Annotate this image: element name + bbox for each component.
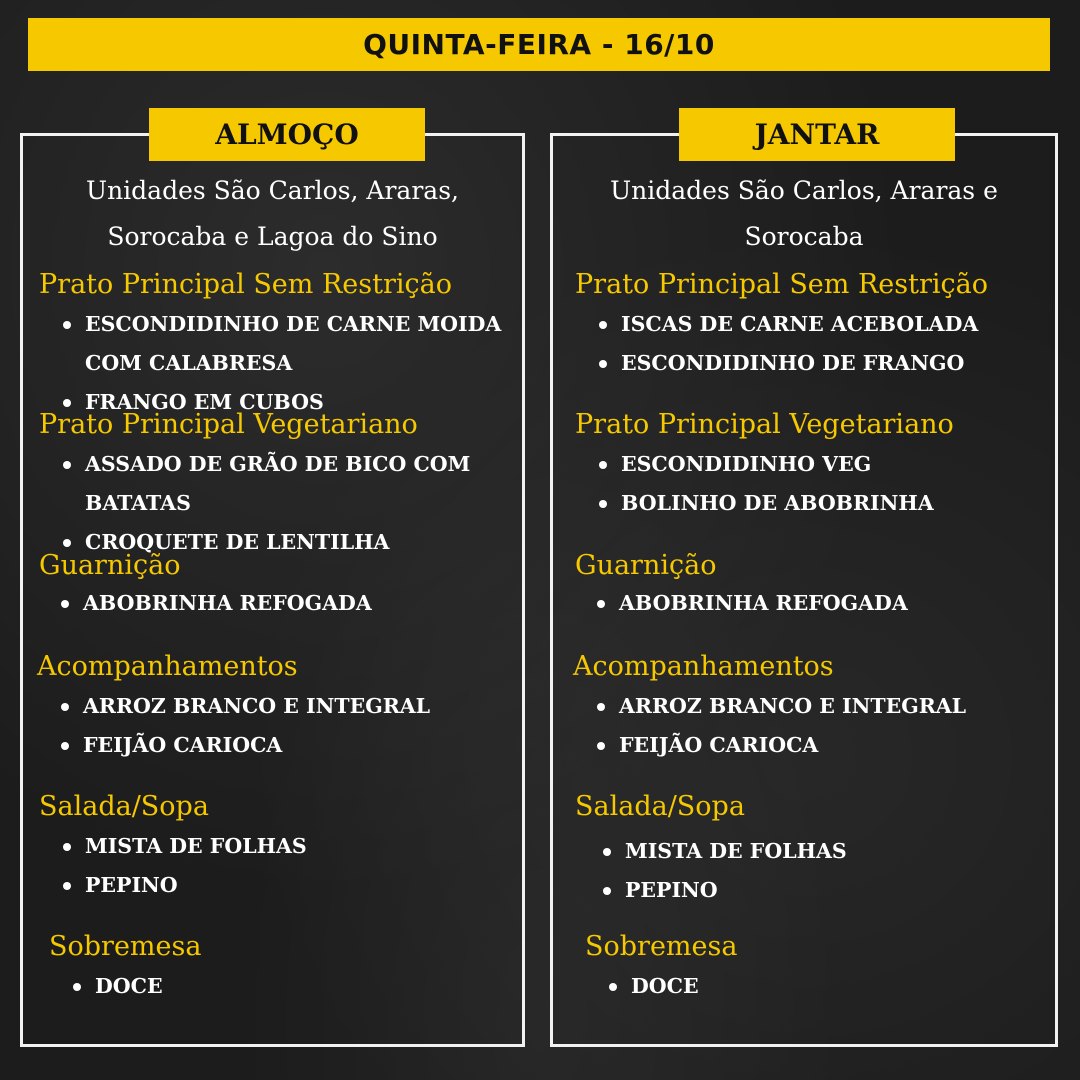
lunch-veg-title: Prato Principal Vegetariano: [39, 409, 418, 440]
bullet-icon: [597, 742, 605, 750]
bullet-icon: [63, 843, 71, 851]
list-item: MISTA DE FOLHAS: [59, 827, 307, 866]
list-item: ABOBRINHA REFOGADA: [593, 584, 908, 623]
lunch-dessert-list: [69, 967, 163, 1006]
list-item: BOLINHO DE ABOBRINHA: [595, 484, 934, 523]
dinner-salad-title: Salada/Sopa: [575, 791, 745, 822]
dinner-veg-title: Prato Principal Vegetariano: [575, 409, 954, 440]
day-banner: [28, 18, 1050, 71]
dinner-dessert-list: [605, 967, 699, 1006]
bullet-icon: [63, 539, 71, 547]
lunch-accomp-title: Acompanhamentos: [37, 651, 298, 682]
lunch-veg-list: [59, 445, 470, 562]
list-item: DOCE: [605, 967, 699, 1006]
dinner-side-title: Guarnição: [575, 550, 717, 581]
lunch-main-list: [59, 305, 501, 422]
dinner-dessert-title: Sobremesa: [585, 931, 738, 962]
bullet-icon: [63, 321, 71, 329]
lunch-panel: [20, 118, 525, 1047]
lunch-side-title: Guarnição: [39, 550, 181, 581]
dinner-accomp-title: Acompanhamentos: [573, 651, 834, 682]
list-item: CROQUETE DE LENTILHA: [59, 523, 470, 562]
dinner-units: [553, 168, 1055, 260]
list-item: MISTA DE FOLHAS: [599, 832, 847, 871]
bullet-icon: [599, 500, 607, 508]
dinner-main-title: Prato Principal Sem Restrição: [575, 269, 989, 300]
list-item: PEPINO: [59, 866, 307, 905]
list-item: ESCONDIDINHO VEG: [595, 445, 934, 484]
lunch-salad-title: Salada/Sopa: [39, 791, 209, 822]
bullet-icon: [597, 600, 605, 608]
list-item: ASSADO DE GRÃO DE BICO COM: [59, 445, 470, 484]
list-item: ISCAS DE CARNE ACEBOLADA: [595, 305, 978, 344]
list-item-continuation: BATATAS: [85, 491, 191, 515]
dinner-panel: [550, 118, 1058, 1047]
bullet-icon: [61, 742, 69, 750]
lunch-salad-list: [59, 827, 307, 905]
lunch-units: [23, 168, 522, 260]
bullet-icon: [599, 461, 607, 469]
bullet-icon: [599, 360, 607, 368]
day-title: QUINTA-FEIRA - 16/10: [363, 28, 715, 61]
lunch-main-title: Prato Principal Sem Restrição: [39, 269, 453, 300]
bullet-icon: [597, 703, 605, 711]
list-item: DOCE: [69, 967, 163, 1006]
bullet-icon: [603, 848, 611, 856]
bullet-icon: [63, 882, 71, 890]
list-item: ABOBRINHA REFOGADA: [57, 584, 372, 623]
list-item: ARROZ BRANCO E INTEGRAL: [593, 687, 966, 726]
lunch-tab: ALMOÇO: [149, 108, 425, 161]
list-item: ARROZ BRANCO E INTEGRAL: [57, 687, 430, 726]
list-item: ESCONDIDINHO DE FRANGO: [595, 344, 978, 383]
bullet-icon: [603, 887, 611, 895]
dinner-units-line1: Unidades São Carlos, Araras e: [610, 176, 998, 205]
bullet-icon: [63, 399, 71, 407]
lunch-dessert-title: Sobremesa: [49, 931, 202, 962]
dinner-main-list: [595, 305, 978, 383]
list-item: PEPINO: [599, 871, 847, 910]
bullet-icon: [599, 321, 607, 329]
list-item-continuation: COM CALABRESA: [85, 351, 293, 375]
lunch-units-line1: Unidades São Carlos, Araras,: [86, 176, 459, 205]
dinner-tab: JANTAR: [679, 108, 955, 161]
list-item: FEIJÃO CARIOCA: [593, 726, 966, 765]
dinner-accomp-list: [593, 687, 966, 765]
dinner-veg-list: [595, 445, 934, 523]
bullet-icon: [63, 461, 71, 469]
list-item: FRANGO EM CUBOS: [59, 383, 501, 422]
list-item: FEIJÃO CARIOCA: [57, 726, 430, 765]
bullet-icon: [61, 703, 69, 711]
lunch-units-line2: Sorocaba e Lagoa do Sino: [107, 222, 438, 251]
lunch-side-list: [57, 584, 372, 623]
dinner-salad-list: [599, 832, 847, 910]
dinner-units-line2: Sorocaba: [744, 222, 864, 251]
bullet-icon: [61, 600, 69, 608]
lunch-accomp-list: [57, 687, 430, 765]
dinner-side-list: [593, 584, 908, 623]
list-item: ESCONDIDINHO DE CARNE MOIDA: [59, 305, 501, 344]
bullet-icon: [73, 983, 81, 991]
bullet-icon: [609, 983, 617, 991]
